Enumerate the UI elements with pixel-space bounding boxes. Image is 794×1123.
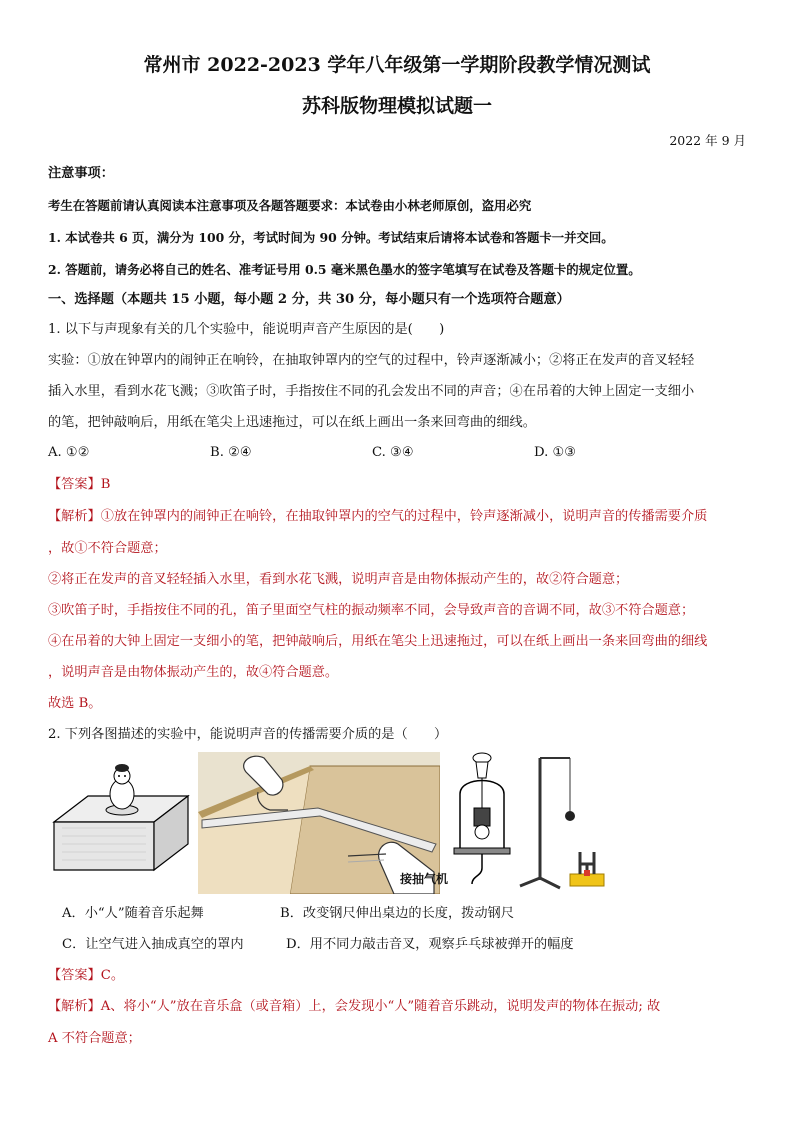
q2-analysis-text-1: A、将小“人”放在音乐盒（或音箱）上，会发现小“人”随着音乐跳动，说明发声的物体在振动; 故 [100, 999, 661, 1014]
notice-line-2: 1. 本试卷共 6 页，满分为 100 分，考试时间为 90 分钟。考试结束后请将本试卷和答题卡一并交回。 [48, 230, 614, 245]
exam-date: 2022 年 9 月 [669, 133, 746, 148]
q2-option-b: B．改变钢尺伸出桌边的长度，拨动钢尺 [280, 906, 514, 921]
q1-option-c: C. ③④ [372, 445, 414, 460]
q1-analysis-line-5: ④在吊着的大钟上固定一支细小的笔，把钟敲响后，用纸在笔尖上迅速拖过，可以在纸上画出一条来回弯曲的细线 [48, 634, 708, 649]
q2-analysis-tag: 【解析】 [48, 999, 101, 1014]
q2-analysis-line-2: A 不符合题意； [48, 1031, 141, 1046]
figure-d-tuning-fork [514, 752, 610, 894]
q1-analysis-tag: 【解析】 [48, 509, 101, 524]
notice-line-1: 考生在答题前请认真阅读本注意事项及各题答题要求：本试卷由小林老师原创，盗用必究 [48, 198, 532, 213]
q1-option-a: A. ①② [48, 445, 90, 460]
q1-experiment-line-1: 实验：①放在钟罩内的闹钟正在响铃，在抽取钟罩内的空气的过程中，铃声逐渐减小；②将正在发声的音叉轻轻 [48, 353, 695, 368]
q1-stem: 1. 以下与声现象有关的几个实验中，能说明声音产生原因的是( ) [48, 322, 445, 337]
q1-conclusion: 故选 B。 [48, 696, 102, 711]
q1-experiment-line-3: 的笔，把钟敲响后，用纸在笔尖上迅速拖过，可以在纸上画出一条来回弯曲的细线。 [48, 415, 536, 430]
q1-analysis-line-4: ③吹笛子时，手指按住不同的孔，笛子里面空气柱的振动频率不同，会导致声音的音调不同，故③不符合题意； [48, 603, 695, 618]
exam-title: 常州市 2022-2023 学年八年级第一学期阶段教学情况测试 [143, 54, 651, 76]
q2-option-d: D．用不同力敲击音叉，观察乒乓球被弹开的幅度 [286, 937, 574, 952]
q2-option-c: C．让空气进入抽成真空的罩内 [62, 937, 244, 952]
section-heading: 一、选择题（本题共 15 小题，每小题 2 分，共 30 分，每小题只有一个选项符合题意） [48, 292, 570, 307]
figure-c-pump-label: 接抽气机 [400, 872, 449, 886]
q1-analysis-line-1 [48, 507, 748, 527]
figure-a-dancing-doll [48, 752, 190, 874]
q1-answer: 【答案】B [48, 477, 111, 492]
q1-option-b: B. ②④ [210, 445, 252, 460]
q1-experiment-line-2: 插入水里，看到水花飞溅；③吹笛子时，手指按住不同的孔会发出不同的声音；④在吊着的大钟上固定一支细小 [48, 384, 695, 399]
q1-analysis-line-6: ，说明声音是由物体振动产生的，故④符合题意。 [48, 665, 339, 680]
notice-heading: 注意事项： [48, 166, 114, 181]
q2-analysis-line-1 [48, 997, 748, 1017]
q1-option-d: D. ①③ [534, 445, 577, 460]
notice-line-3: 2. 答题前，请务必将自己的姓名、准考证号用 0.5 毫米黑色墨水的签字笔填写在试卷及答题卡的规定位置。 [48, 262, 641, 277]
q1-analysis-line-3: ②将正在发声的音叉轻轻插入水里，看到水花飞溅，说明声音是由物体振动产生的，故②符合题意； [48, 572, 629, 587]
q1-analysis-text-1: ①放在钟罩内的闹钟正在响铃，在抽取钟罩内的空气的过程中，铃声逐渐减小，说明声音的传播需要介质 [100, 509, 708, 524]
q2-option-a: A．小“人”随着音乐起舞 [62, 906, 204, 921]
q2-answer: 【答案】C。 [48, 968, 125, 983]
q1-analysis-line-2: ，故①不符合题意； [48, 541, 167, 556]
q2-stem: 2. 下列各图描述的实验中，能说明声音的传播需要介质的是（ ） [48, 727, 448, 742]
exam-subtitle: 苏科版物理模拟试题一 [301, 95, 492, 117]
figure-c-bell-jar [446, 752, 518, 894]
